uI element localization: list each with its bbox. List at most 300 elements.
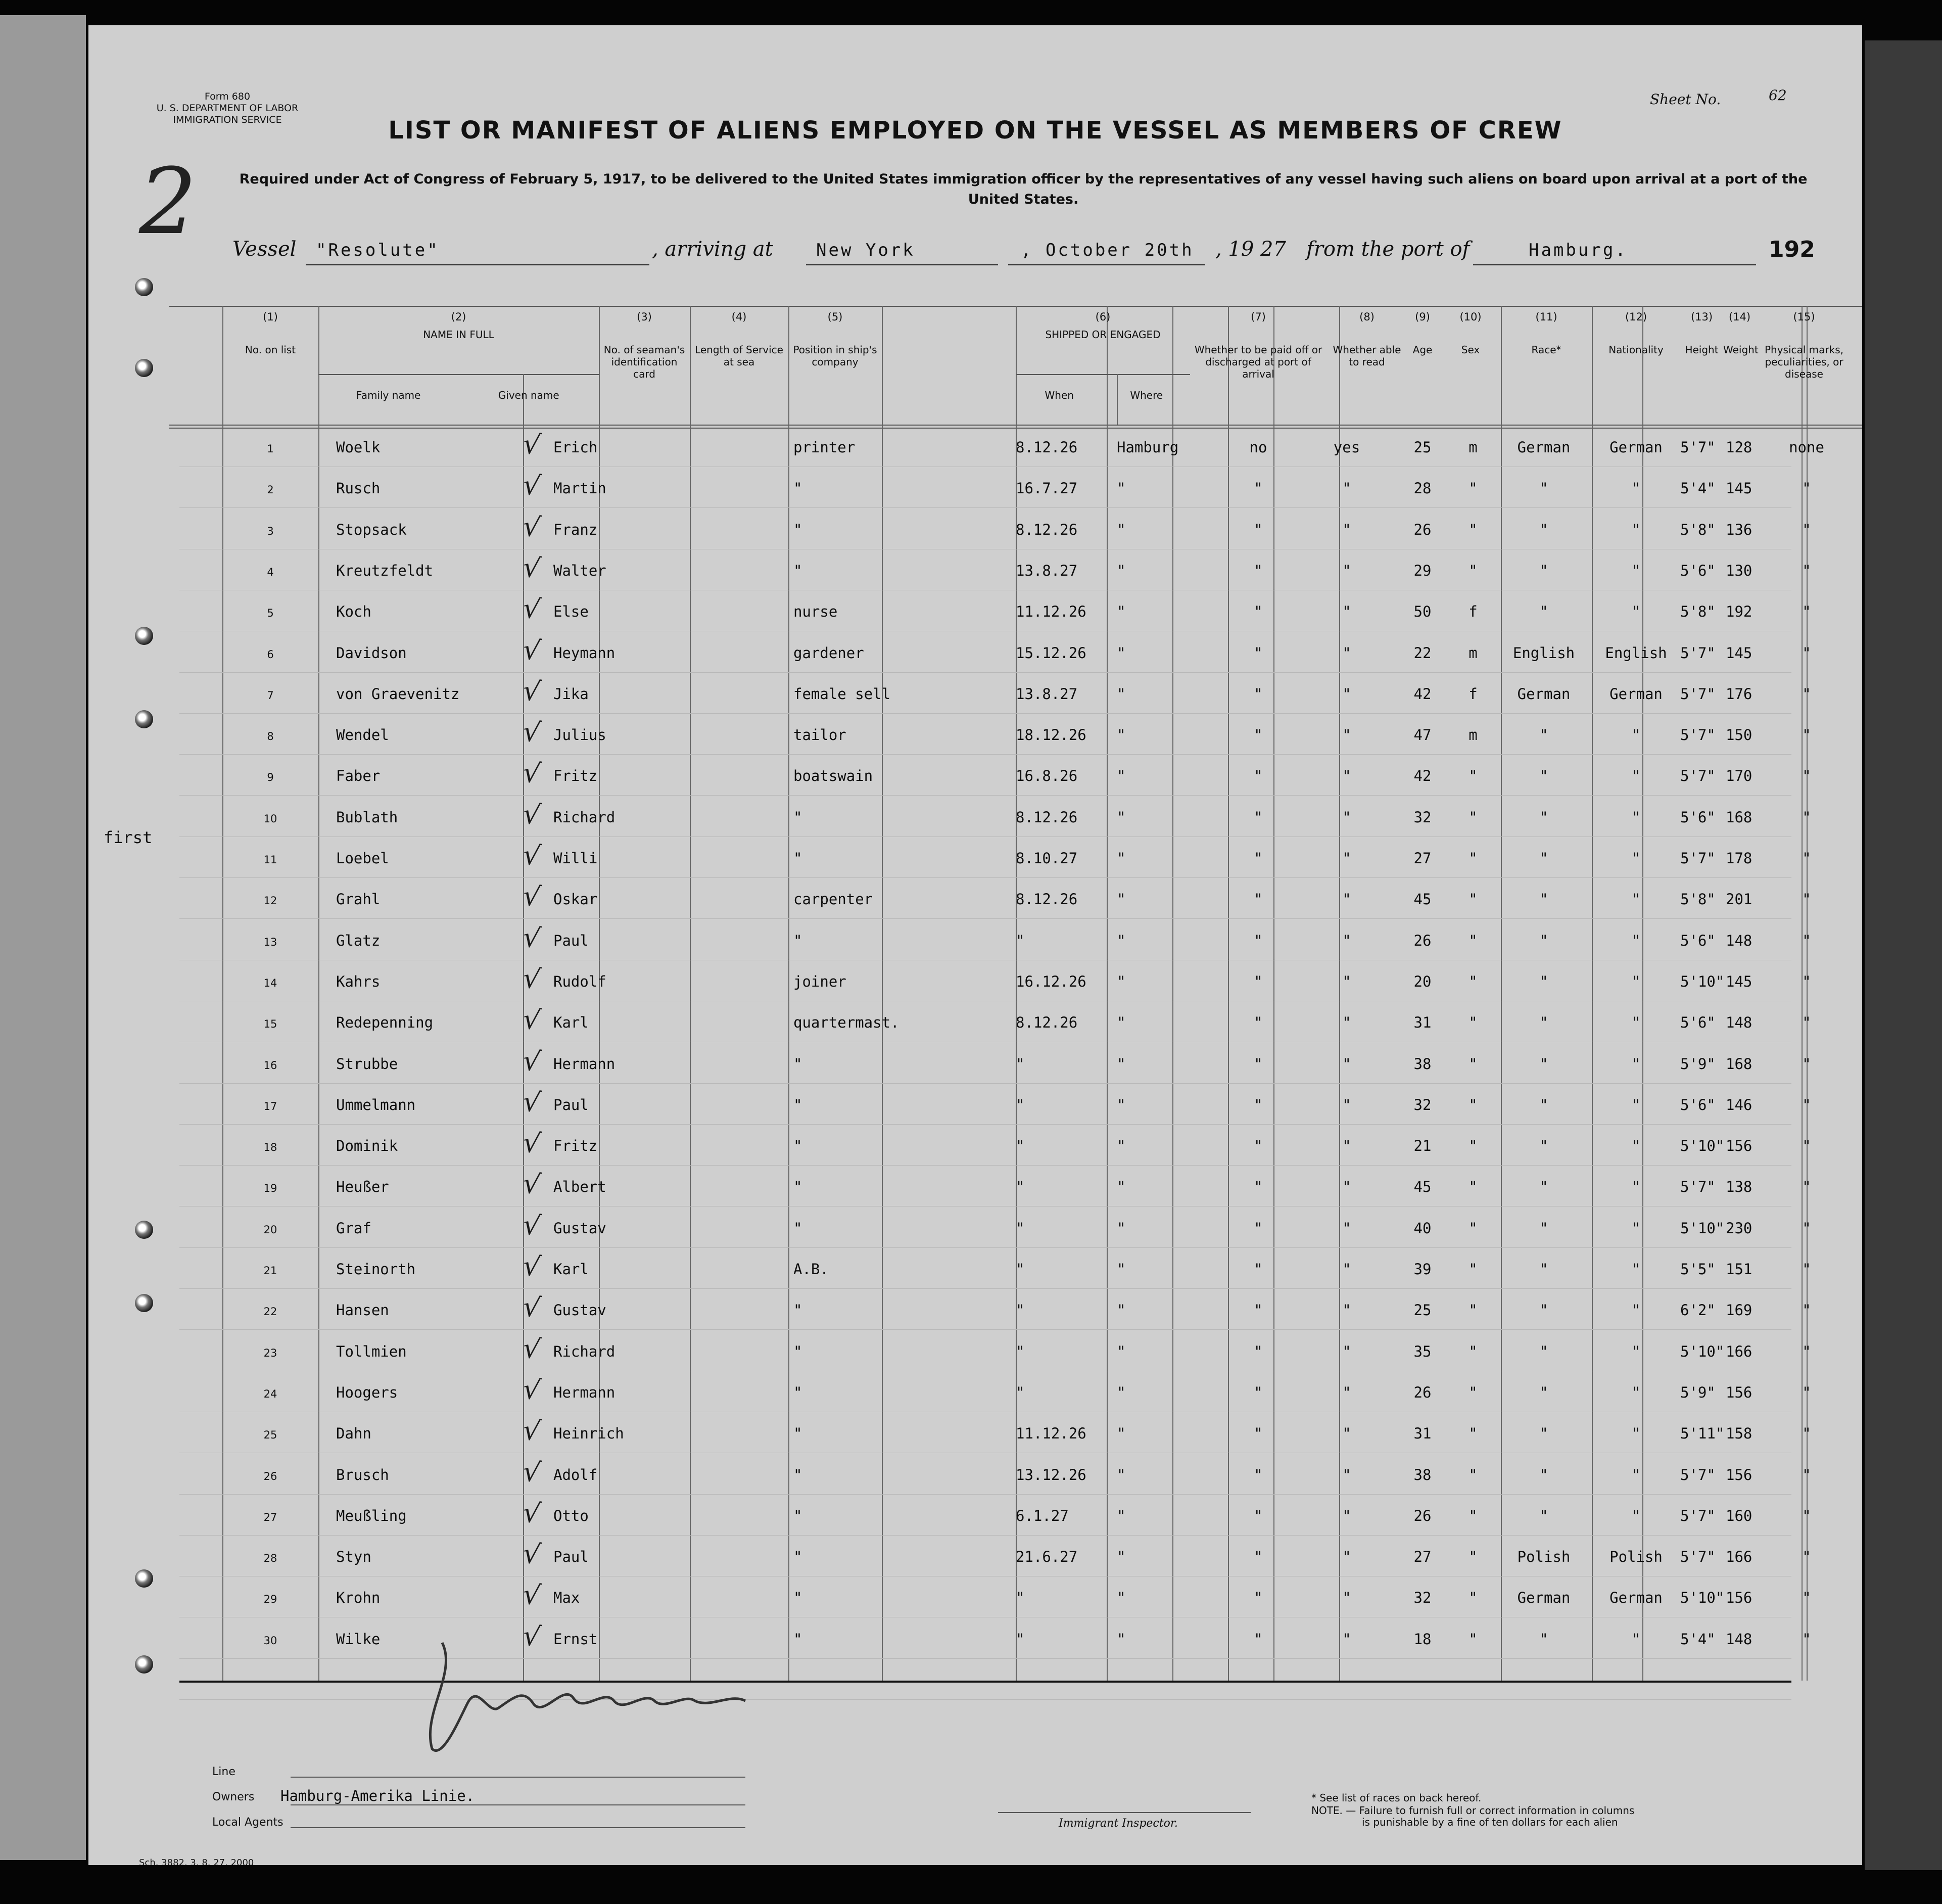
right-edge <box>1865 40 1942 1870</box>
cell-position: " <box>793 1383 802 1401</box>
cell-when: 6.1.27 <box>1016 1507 1069 1524</box>
cell-race: " <box>1539 1466 1548 1483</box>
cell-paid-off: " <box>1254 1383 1263 1401</box>
cell-position: " <box>793 1137 802 1155</box>
cell-where: " <box>1117 1302 1126 1319</box>
check-mark-icon: √ <box>520 1331 543 1366</box>
cell-where: " <box>1117 1589 1126 1607</box>
table-row <box>88 1372 1862 1425</box>
cell-sex: m <box>1469 644 1478 662</box>
cell-where: " <box>1117 1630 1126 1648</box>
cell-family: Dominik <box>336 1137 398 1155</box>
vessel-name: "Resolute" <box>316 240 440 260</box>
inspector-underline <box>998 1812 1251 1813</box>
cell-no: 13 <box>263 936 277 948</box>
cell-family: Davidson <box>336 644 407 662</box>
check-mark-icon: √ <box>520 427 543 462</box>
cell-given: Franz <box>553 521 598 538</box>
cell-race: " <box>1539 1342 1548 1360</box>
cell-height: 5'9" <box>1680 1383 1716 1401</box>
cell-age: 32 <box>1413 808 1432 826</box>
cell-family: Grahl <box>336 891 381 908</box>
cell-race: " <box>1539 1383 1548 1401</box>
cell-height: 5'7" <box>1680 1548 1716 1566</box>
sheet-number-value: 62 <box>1769 87 1787 104</box>
cell-read: " <box>1342 1383 1351 1401</box>
cell-height: 5'4" <box>1680 480 1716 497</box>
cell-when: 21.6.27 <box>1016 1548 1078 1566</box>
cell-where: " <box>1117 1383 1126 1401</box>
table-row <box>88 550 1862 603</box>
check-mark-icon: √ <box>520 509 543 544</box>
punch-hole <box>135 1569 153 1588</box>
cell-when: 16.8.26 <box>1016 767 1078 785</box>
cell-height: 5'7" <box>1680 644 1716 662</box>
check-mark-icon: √ <box>520 1044 543 1078</box>
year-label: , 19 27 <box>1215 238 1286 261</box>
cell-marks: " <box>1802 1383 1811 1401</box>
cell-paid-off: " <box>1254 1096 1263 1113</box>
cell-paid-off: " <box>1254 1261 1263 1278</box>
cell-height: 5'8" <box>1680 521 1716 538</box>
cell-when: 11.12.26 <box>1016 603 1086 621</box>
cell-paid-off: " <box>1254 1507 1263 1524</box>
form-department: U. S. DEPARTMENT OF LABOR <box>156 103 299 114</box>
cell-weight: 166 <box>1726 1548 1752 1566</box>
cell-nationality: Polish <box>1609 1548 1663 1566</box>
cell-read: " <box>1342 521 1351 538</box>
cell-sex: m <box>1469 439 1478 456</box>
cell-race: " <box>1539 726 1548 744</box>
cell-weight: 145 <box>1726 480 1752 497</box>
cell-position: nurse <box>793 603 838 621</box>
cell-family: Koch <box>336 603 371 621</box>
cell-marks: " <box>1802 1507 1811 1524</box>
cell-when: 8.12.26 <box>1016 521 1078 538</box>
cell-where: " <box>1117 1425 1126 1443</box>
cell-when: 8.12.26 <box>1016 439 1078 456</box>
check-mark-icon: √ <box>520 633 543 667</box>
cell-position: " <box>793 1055 802 1073</box>
cell-nationality: " <box>1631 1219 1641 1237</box>
cell-marks: " <box>1802 891 1811 908</box>
cell-paid-off: " <box>1254 1342 1263 1360</box>
cell-when: " <box>1016 1055 1025 1073</box>
cell-weight: 169 <box>1726 1302 1752 1319</box>
cell-when: 13.12.26 <box>1016 1466 1086 1483</box>
cell-where: " <box>1117 1096 1126 1113</box>
cell-no: 22 <box>263 1306 277 1318</box>
check-mark-icon: √ <box>520 1496 543 1530</box>
column-number: (3) <box>637 311 652 323</box>
cell-paid-off: " <box>1254 932 1263 949</box>
cell-marks: " <box>1802 1548 1811 1566</box>
cell-where: " <box>1117 1137 1126 1155</box>
cell-when: 16.7.27 <box>1016 480 1078 497</box>
cell-height: 5'11" <box>1680 1425 1725 1443</box>
table-row <box>88 1085 1862 1137</box>
cell-age: 32 <box>1413 1096 1432 1113</box>
cell-marks: " <box>1802 1342 1811 1360</box>
local-agents-label: Local Agents <box>212 1816 283 1829</box>
cell-height: 5'6" <box>1680 932 1716 949</box>
cell-read: " <box>1342 726 1351 744</box>
cell-nationality: English <box>1605 644 1667 662</box>
cell-race: " <box>1539 1302 1548 1319</box>
inspector-signature <box>412 1630 826 1764</box>
cell-position: joiner <box>793 972 846 990</box>
cell-given: Karl <box>553 1261 589 1278</box>
cell-marks: " <box>1802 644 1811 662</box>
punch-hole <box>135 1655 153 1674</box>
agents-underline <box>291 1827 745 1828</box>
cell-given: Jika <box>553 685 589 703</box>
cell-position: tailor <box>793 726 846 744</box>
left-stub <box>0 15 86 1860</box>
cell-nationality: " <box>1631 1261 1641 1278</box>
cell-weight: 230 <box>1726 1219 1752 1237</box>
cell-age: 42 <box>1413 767 1432 785</box>
column-header-label: Race* <box>1531 344 1561 356</box>
cell-nationality: " <box>1631 1178 1641 1196</box>
check-mark-icon: √ <box>520 756 543 791</box>
cell-no: 17 <box>263 1100 277 1112</box>
cell-when: 8.12.26 <box>1016 891 1078 908</box>
cell-where: " <box>1117 603 1126 621</box>
cell-weight: 145 <box>1726 644 1752 662</box>
cell-given: Heinrich <box>553 1425 624 1443</box>
cell-sex: " <box>1469 1261 1478 1278</box>
cell-nationality: " <box>1631 562 1641 579</box>
column-number: (10) <box>1459 311 1482 323</box>
cell-family: Wendel <box>336 726 389 744</box>
cell-given: Gustav <box>553 1219 606 1237</box>
cell-given: Ernst <box>553 1630 598 1648</box>
cell-family: Loebel <box>336 850 389 867</box>
owners-value: Hamburg-Amerika Linie. <box>280 1787 475 1804</box>
cell-no: 24 <box>263 1387 277 1400</box>
table-row <box>88 1167 1862 1219</box>
cell-marks: " <box>1802 808 1811 826</box>
column-header-label: Weight <box>1723 344 1759 356</box>
cell-sex: " <box>1469 1096 1478 1113</box>
cell-where: " <box>1117 1507 1126 1524</box>
cell-height: 5'7" <box>1680 1466 1716 1483</box>
cell-age: 50 <box>1413 603 1432 621</box>
cell-where: " <box>1117 1261 1126 1278</box>
table-row <box>88 1126 1862 1178</box>
cell-given: Rudolf <box>553 972 606 990</box>
cell-paid-off: " <box>1254 603 1263 621</box>
cell-sex: " <box>1469 480 1478 497</box>
arriving-port: New York <box>816 240 915 260</box>
cell-marks: " <box>1802 562 1811 579</box>
cell-nationality: " <box>1631 808 1641 826</box>
cell-where: " <box>1117 644 1126 662</box>
vessel-underline <box>306 264 649 265</box>
cell-read: " <box>1342 1137 1351 1155</box>
cell-no: 29 <box>263 1593 277 1606</box>
cell-height: 5'6" <box>1680 562 1716 579</box>
cell-paid-off: " <box>1254 1137 1263 1155</box>
cell-family: Styn <box>336 1548 371 1566</box>
cell-race: " <box>1539 1014 1548 1032</box>
table-row <box>88 1414 1862 1466</box>
cell-read: " <box>1342 1425 1351 1443</box>
cell-nationality: " <box>1631 1137 1641 1155</box>
cell-where: " <box>1117 932 1126 949</box>
cell-paid-off: " <box>1254 1548 1263 1566</box>
table-row <box>88 1455 1862 1507</box>
cell-weight: 156 <box>1726 1383 1752 1401</box>
cell-read: " <box>1342 767 1351 785</box>
cell-position: printer <box>793 439 856 456</box>
cell-marks: " <box>1802 767 1811 785</box>
shipped-subheader-rule <box>1016 374 1190 375</box>
form-service: IMMIGRATION SERVICE <box>173 114 282 125</box>
cell-given: Otto <box>553 1507 589 1524</box>
cell-race: " <box>1539 767 1548 785</box>
table-row <box>88 838 1862 891</box>
cell-no: 11 <box>263 854 277 866</box>
cell-sex: " <box>1469 521 1478 538</box>
cell-read: " <box>1342 808 1351 826</box>
cell-read: " <box>1342 1630 1351 1648</box>
cell-sex: " <box>1469 1219 1478 1237</box>
cell-height: 5'7" <box>1680 685 1716 703</box>
cell-no: 20 <box>263 1223 277 1236</box>
cell-given: Adolf <box>553 1466 598 1483</box>
cell-height: 5'10" <box>1680 1342 1725 1360</box>
cell-where: " <box>1117 685 1126 703</box>
column-number: (8) <box>1359 311 1375 323</box>
cell-family: Stopsack <box>336 521 407 538</box>
cell-read: " <box>1342 1548 1351 1566</box>
cell-nationality: " <box>1631 1425 1641 1443</box>
cell-sex: " <box>1469 1630 1478 1648</box>
cell-race: " <box>1539 603 1548 621</box>
cell-weight: 136 <box>1726 521 1752 538</box>
cell-position: quartermast. <box>793 1014 899 1032</box>
from-port-underline <box>1473 264 1756 265</box>
cell-when: " <box>1016 1383 1025 1401</box>
cell-weight: 148 <box>1726 932 1752 949</box>
cell-read: " <box>1342 644 1351 662</box>
cell-where: " <box>1117 767 1126 785</box>
cell-given: Hermann <box>553 1055 615 1073</box>
cell-when: 13.8.27 <box>1016 562 1078 579</box>
cell-no: 21 <box>263 1265 277 1277</box>
check-mark-icon: √ <box>520 879 543 914</box>
cell-nationality: " <box>1631 1096 1641 1113</box>
column-number: (6) <box>1095 311 1111 323</box>
cell-sex: " <box>1469 808 1478 826</box>
cell-family: Meußling <box>336 1507 407 1524</box>
cell-sex: m <box>1469 726 1478 744</box>
owners-underline <box>291 1804 745 1805</box>
cell-position: " <box>793 1507 802 1524</box>
cell-given: Karl <box>553 1014 589 1032</box>
table-row <box>88 427 1862 480</box>
cell-age: 39 <box>1413 1261 1432 1278</box>
column-number: (14) <box>1728 311 1751 323</box>
cell-paid-off: " <box>1254 1055 1263 1073</box>
punch-hole <box>135 710 153 728</box>
cell-height: 5'10" <box>1680 1137 1725 1155</box>
cell-marks: " <box>1802 1630 1811 1648</box>
cell-nationality: " <box>1631 480 1641 497</box>
cell-nationality: " <box>1631 891 1641 908</box>
cell-age: 27 <box>1413 850 1432 867</box>
cell-position: A.B. <box>793 1261 829 1278</box>
cell-where: " <box>1117 1178 1126 1196</box>
cell-sex: " <box>1469 562 1478 579</box>
cell-weight: 176 <box>1726 685 1752 703</box>
cell-position: " <box>793 1466 802 1483</box>
cell-height: 6'2" <box>1680 1302 1716 1319</box>
cell-height: 5'6" <box>1680 1014 1716 1032</box>
cell-no: 9 <box>267 771 274 784</box>
table-row <box>88 1537 1862 1589</box>
cell-paid-off: " <box>1254 1425 1263 1443</box>
cell-race: " <box>1539 1425 1548 1443</box>
cell-age: 38 <box>1413 1055 1432 1073</box>
cell-no: 27 <box>263 1511 277 1523</box>
table-row <box>88 1044 1862 1096</box>
table-row <box>88 1619 1862 1671</box>
page-title: LIST OR MANIFEST OF ALIENS EMPLOYED ON THE VESSEL AS MEMBERS OF CREW <box>388 116 1562 145</box>
cell-given: Martin <box>553 480 606 497</box>
table-row <box>88 715 1862 767</box>
cell-no: 26 <box>263 1470 277 1482</box>
cell-paid-off: " <box>1254 1178 1263 1196</box>
cell-nationality: German <box>1609 685 1663 703</box>
cell-sex: " <box>1469 972 1478 990</box>
table-row <box>88 1331 1862 1384</box>
column-number: (5) <box>827 311 843 323</box>
table-row <box>88 1208 1862 1261</box>
cell-family: Redepenning <box>336 1014 434 1032</box>
cell-sex: " <box>1469 1589 1478 1607</box>
table-row <box>88 797 1862 850</box>
column-number: (2) <box>451 311 466 323</box>
cell-when: 8.12.26 <box>1016 1014 1078 1032</box>
cell-height: 5'6" <box>1680 808 1716 826</box>
cell-where: " <box>1117 808 1126 826</box>
cell-family: Dahn <box>336 1425 371 1443</box>
cell-when: 15.12.26 <box>1016 644 1086 662</box>
cell-where: " <box>1117 850 1126 867</box>
cell-weight: 201 <box>1726 891 1752 908</box>
handwritten-mark: 2 <box>139 149 197 255</box>
check-mark-icon: √ <box>520 961 543 996</box>
immigrant-inspector-label: Immigrant Inspector. <box>1059 1817 1178 1830</box>
cell-weight: 156 <box>1726 1466 1752 1483</box>
cell-paid-off: " <box>1254 1589 1263 1607</box>
cell-when: " <box>1016 1096 1025 1113</box>
cell-given: Willi <box>553 850 598 867</box>
cell-no: 2 <box>267 484 274 496</box>
column-subheader-label: Given name <box>498 389 559 401</box>
cell-when: 13.8.27 <box>1016 685 1078 703</box>
cell-weight: 170 <box>1726 767 1752 785</box>
cell-weight: 151 <box>1726 1261 1752 1278</box>
margin-note-first: first <box>104 828 153 847</box>
cell-marks: " <box>1802 932 1811 949</box>
cell-family: Kreutzfeldt <box>336 562 434 579</box>
column-header-label: Length of Service at sea <box>695 344 783 368</box>
cell-weight: 166 <box>1726 1342 1752 1360</box>
cell-no: 14 <box>263 977 277 989</box>
cell-sex: " <box>1469 932 1478 949</box>
cell-no: 4 <box>267 566 274 578</box>
cell-weight: 146 <box>1726 1096 1752 1113</box>
cell-given: Walter <box>553 562 606 579</box>
cell-position: " <box>793 1630 802 1648</box>
cell-marks: " <box>1802 1589 1811 1607</box>
check-mark-icon: √ <box>520 838 543 873</box>
cell-where: " <box>1117 480 1126 497</box>
cell-nationality: " <box>1631 603 1641 621</box>
cell-when: 8.12.26 <box>1016 808 1078 826</box>
cell-when: " <box>1016 932 1025 949</box>
check-mark-icon: √ <box>520 1578 543 1612</box>
cell-paid-off: " <box>1254 644 1263 662</box>
sheet-number-label: Sheet No. <box>1650 91 1721 108</box>
cell-race: " <box>1539 1507 1548 1524</box>
cell-race: German <box>1517 1589 1571 1607</box>
cell-family: Kahrs <box>336 972 381 990</box>
column-header-label: No. of seaman's identification card <box>603 344 685 380</box>
cell-family: Steinorth <box>336 1261 416 1278</box>
check-mark-icon: √ <box>520 469 543 503</box>
cell-age: 31 <box>1413 1425 1432 1443</box>
cell-where: " <box>1117 726 1126 744</box>
table-row <box>88 633 1862 685</box>
cell-no: 28 <box>263 1552 277 1565</box>
cell-given: Paul <box>553 1096 589 1113</box>
cell-sex: " <box>1469 1055 1478 1073</box>
check-mark-icon: √ <box>520 1414 543 1448</box>
cell-sex: " <box>1469 1342 1478 1360</box>
cell-age: 45 <box>1413 1178 1432 1196</box>
cell-height: 5'7" <box>1680 1507 1716 1524</box>
cell-weight: 178 <box>1726 850 1752 867</box>
cell-given: Else <box>553 603 589 621</box>
cell-sex: " <box>1469 891 1478 908</box>
check-mark-icon: √ <box>520 920 543 955</box>
cell-age: 28 <box>1413 480 1432 497</box>
cell-age: 21 <box>1413 1137 1432 1155</box>
cell-race: German <box>1517 439 1571 456</box>
cell-position: " <box>793 1425 802 1443</box>
vessel-label: Vessel <box>232 238 297 261</box>
cell-sex: f <box>1469 685 1478 703</box>
cell-position: " <box>793 480 802 497</box>
cell-age: 26 <box>1413 521 1432 538</box>
cell-height: 5'10" <box>1680 972 1725 990</box>
cell-age: 25 <box>1413 1302 1432 1319</box>
cell-read: " <box>1342 972 1351 990</box>
cell-age: 31 <box>1413 1014 1432 1032</box>
cell-height: 5'5" <box>1680 1261 1716 1278</box>
arriving-underline <box>806 264 998 265</box>
cell-when: " <box>1016 1178 1025 1196</box>
cell-nationality: " <box>1631 972 1641 990</box>
cell-race: German <box>1517 685 1571 703</box>
cell-age: 26 <box>1413 1507 1432 1524</box>
cell-when: 16.12.26 <box>1016 972 1086 990</box>
